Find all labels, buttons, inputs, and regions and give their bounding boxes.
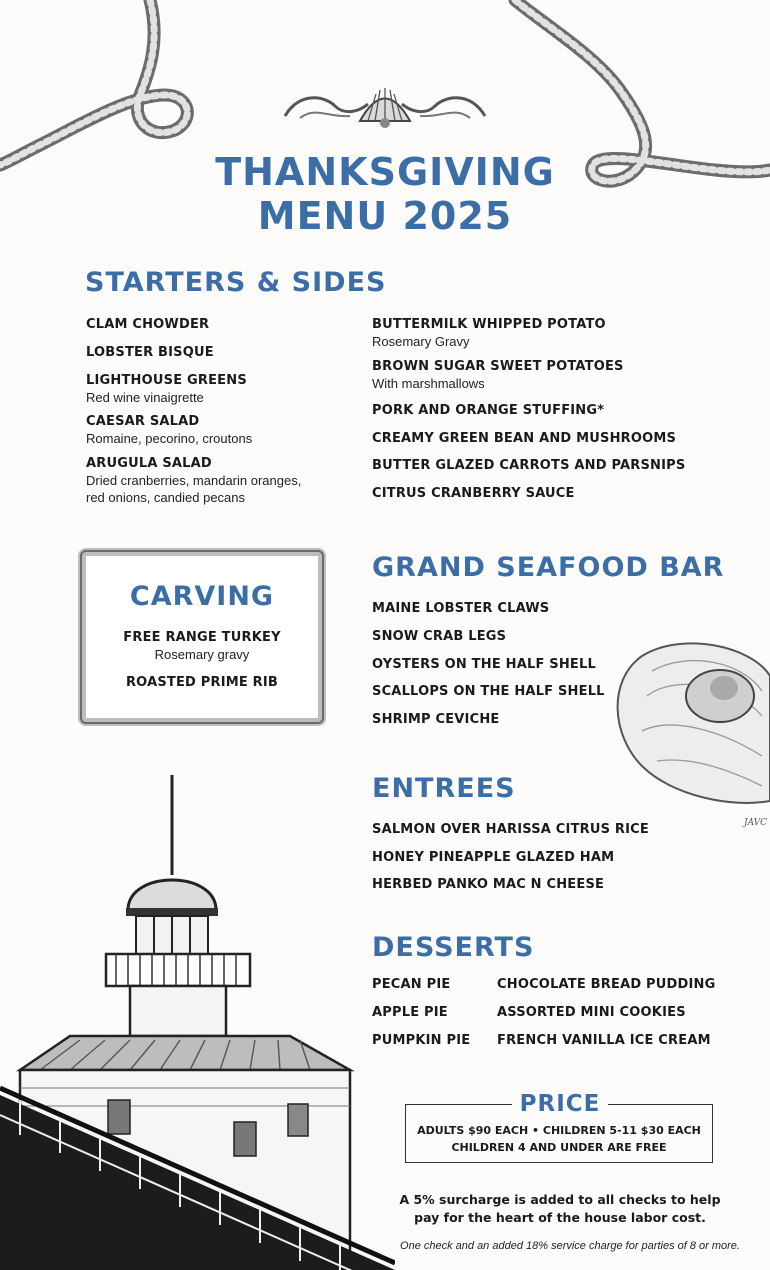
item-description: Dried cranberries, mandarin oranges,: [86, 473, 302, 488]
surcharge-note: [390, 1191, 730, 1227]
page-title: [0, 150, 770, 238]
item-name: FREE RANGE TURKEY: [123, 630, 281, 645]
surcharge-line-2: pay for the heart of the house labor cost.: [414, 1210, 706, 1225]
item-name: APPLE PIE: [372, 1005, 448, 1020]
menu-item: [86, 344, 214, 361]
item-name: LOBSTER BISQUE: [86, 345, 214, 360]
menu-item: [372, 430, 676, 447]
lighthouse-illustration: [0, 770, 395, 1270]
desserts-heading: DESSERTS: [372, 932, 535, 963]
item-description: With marshmallows: [372, 376, 485, 391]
menu-item: [372, 402, 604, 419]
item-name: ROASTED PRIME RIB: [125, 675, 279, 690]
item-description: Rosemary Gravy: [372, 334, 470, 349]
item-name: BUTTERMILK WHIPPED POTATO: [372, 317, 606, 332]
item-name: HONEY PINEAPPLE GLAZED HAM: [372, 850, 615, 865]
menu-item: [372, 316, 606, 350]
item-name: CAESAR SALAD: [86, 414, 200, 429]
menu-item: [372, 876, 604, 893]
menu-item: [86, 413, 252, 447]
item-name: SHRIMP CEVICHE: [372, 712, 500, 727]
item-name: PORK AND ORANGE STUFFING*: [372, 403, 605, 418]
item-name: PECAN PIE: [372, 977, 451, 992]
item-name: CHOCOLATE BREAD PUDDING: [497, 977, 716, 992]
seafood-heading: GRAND SEAFOOD BAR: [372, 552, 725, 583]
menu-item: [86, 455, 301, 506]
item-name: PUMPKIN PIE: [372, 1033, 471, 1048]
item-name: SNOW CRAB LEGS: [372, 629, 507, 644]
item-name: CITRUS CRANBERRY SAUCE: [372, 486, 575, 501]
item-description: Red wine vinaigrette: [86, 390, 204, 405]
price-heading: PRICE: [512, 1090, 608, 1118]
item-name: HERBED PANKO MAC N CHEESE: [372, 877, 605, 892]
menu-item: [372, 600, 549, 617]
item-name: ARUGULA SALAD: [86, 456, 212, 471]
title-line-2: MENU 2025: [257, 194, 513, 238]
menu-item: [372, 628, 506, 645]
menu-item: [372, 485, 575, 502]
menu-item: [372, 821, 649, 838]
item-description: Rosemary gravy: [154, 647, 250, 662]
price-line-1: ADULTS $90 EACH • CHILDREN 5-11 $30 EACH: [417, 1124, 701, 1137]
menu-item: [497, 1004, 686, 1021]
menu-item: [372, 849, 614, 866]
title-line-1: THANKSGIVING: [215, 150, 555, 194]
menu-item: [86, 316, 209, 333]
item-name: BUTTER GLAZED CARROTS AND PARSNIPS: [372, 458, 686, 473]
service-charge-note: One check and an added 18% service charge for parties of 8 or more.: [400, 1240, 740, 1252]
menu-item: [497, 1032, 711, 1049]
item-name: LIGHTHOUSE GREENS: [86, 373, 247, 388]
item-name: MAINE LOBSTER CLAWS: [372, 601, 550, 616]
menu-item: [78, 674, 326, 691]
starters-heading: STARTERS & SIDES: [85, 267, 387, 298]
menu-item: [372, 457, 685, 474]
menu-item: [372, 656, 596, 673]
entrees-heading: ENTREES: [372, 773, 516, 804]
item-name: CLAM CHOWDER: [86, 317, 210, 332]
item-name: ASSORTED MINI COOKIES: [497, 1005, 686, 1020]
item-name: FRENCH VANILLA ICE CREAM: [497, 1033, 711, 1048]
item-description: red onions, candied pecans: [86, 490, 246, 505]
menu-item: [372, 711, 500, 728]
item-name: SALMON OVER HARISSA CITRUS RICE: [372, 822, 649, 837]
menu-item: [372, 358, 624, 392]
price-line-2: CHILDREN 4 AND UNDER ARE FREE: [451, 1141, 667, 1154]
menu-item: [497, 976, 716, 993]
price-details: [405, 1122, 713, 1156]
menu-item: [372, 683, 605, 700]
oyster-illustration: [612, 636, 770, 808]
shell-ornament-icon: [280, 76, 490, 132]
artist-signature: JAVC: [744, 818, 768, 828]
item-description: Romaine, pecorino, croutons: [86, 431, 253, 446]
item-name: OYSTERS ON THE HALF SHELL: [372, 657, 596, 672]
item-name: SCALLOPS ON THE HALF SHELL: [372, 684, 605, 699]
menu-item: [78, 629, 326, 663]
item-name: BROWN SUGAR SWEET POTATOES: [372, 359, 624, 374]
carving-heading: CARVING: [129, 581, 275, 612]
item-name: CREAMY GREEN BEAN AND MUSHROOMS: [372, 431, 677, 446]
menu-item: [86, 372, 247, 406]
surcharge-line-1: A 5% surcharge is added to all checks to help: [399, 1192, 721, 1207]
